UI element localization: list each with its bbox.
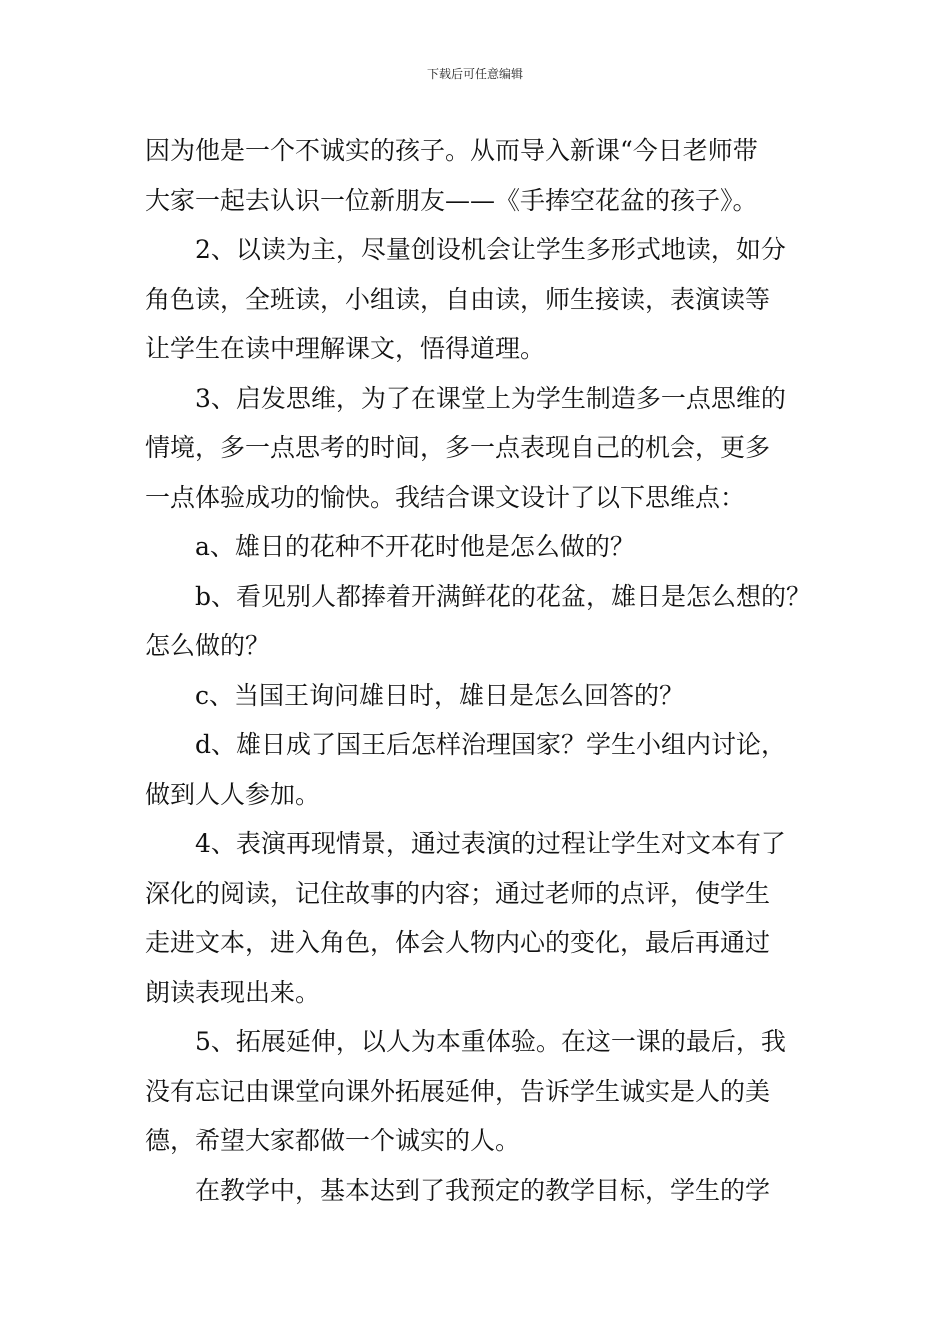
text-line: 大家一起去认识一位新朋友——《手捧空花盆的孩子》。 [145,185,758,215]
body-text [145,126,810,1215]
text-line: 一点体验成功的愉快。我结合课文设计了以下思维点： [145,482,746,512]
text-line: 情境，多一点思考的时间，多一点表现自己的机会，更多 [145,433,771,462]
text-line: 3、启发思维，为了在课堂上为学生制造多一点思维的 [195,383,786,413]
text-line: 德，希望大家都做一个诚实的人。 [145,1126,521,1155]
text-line: 做到人人参加。 [145,779,321,809]
text-line: 深化的阅读，记住故事的内容；通过老师的点评，使学生 [145,878,771,908]
page-header: 下载后可任意编辑 [426,67,523,81]
text-line: 5、拓展延伸，以人为本重体验。在这一课的最后，我 [195,1027,786,1056]
text-line: 让学生在读中理解课文，悟得道理。 [145,334,546,363]
text-line: b、看见别人都捧着开满鲜花的花盆，雄日是怎么想的？ [195,581,812,611]
text-line: 走进文本，进入角色，体会人物内心的变化，最后再通过 [145,928,771,957]
text-line: 因为他是一个不诚实的孩子。从而导入新课“今日老师带 [145,136,758,165]
text-line: 2、以读为主，尽量创设机会让学生多形式地读，如分 [195,235,786,264]
text-line: 角色读，全班读，小组读，自由读，师生接读，表演读等 [145,284,771,314]
text-line: 在教学中，基本达到了我预定的教学目标，学生的学 [195,1175,771,1205]
text-line: 没有忘记由课堂向课外拓展延伸，告诉学生诚实是人的美 [145,1076,771,1106]
text-line: c、当国王询问雄日时，雄日是怎么回答的？ [195,680,685,710]
text-line: 怎么做的？ [145,631,271,660]
text-line: 朗读表现出来。 [145,977,321,1007]
text-line: a、雄日的花种不开花时他是怎么做的？ [195,532,635,561]
text-line: d、雄日成了国王后怎样治理国家？学生小组内讨论， [195,730,787,759]
text-line: 4、表演再现情景，通过表演的过程让学生对文本有了 [195,829,786,858]
